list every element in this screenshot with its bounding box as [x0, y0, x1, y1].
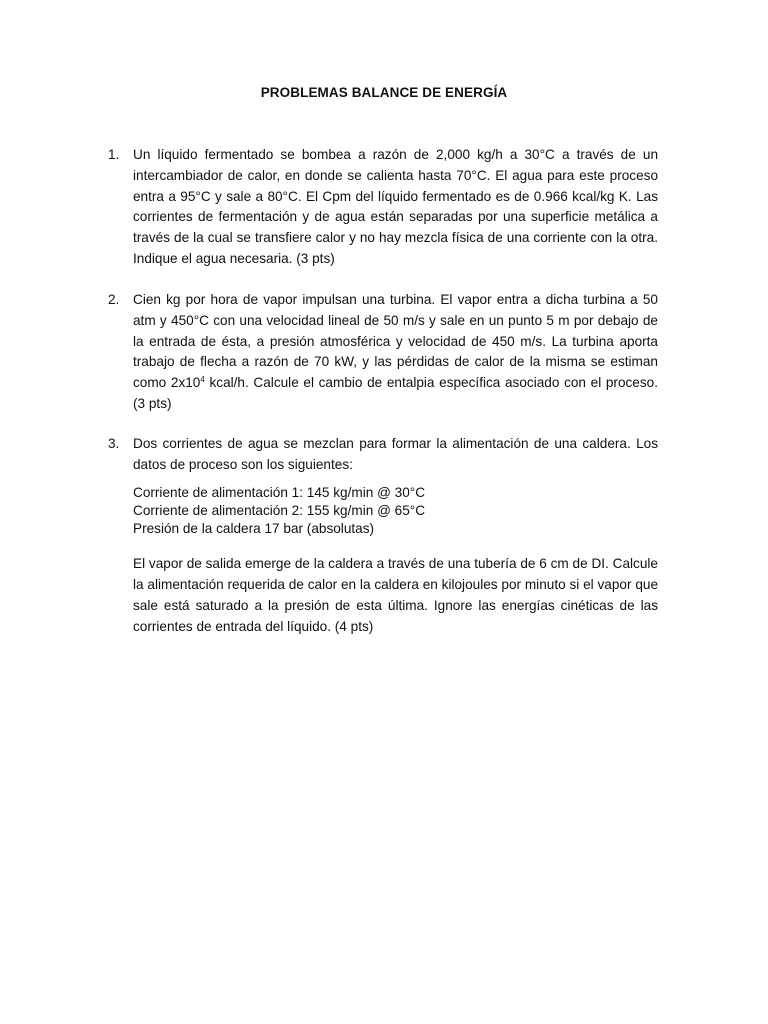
problem-number: 2.: [108, 292, 120, 307]
problem-number: 3.: [108, 436, 120, 451]
problem-text-part: Cien kg por hora de vapor impulsan una turbina. El vapor entra a dicha turbina a 50 atm y 450°C con una velocidad lineal de 50 m/s y sale en un punto 5 m por debajo de la entrada de ésta, a presión atmosférica y velocidad de 450 m/s. La turbina aporta trabajo de flecha a razón de 70 kW, y las pérdidas de calor de la misma se estiman como 2x10: [133, 292, 658, 391]
data-line: Presión de la caldera 17 bar (absolutas): [133, 521, 375, 536]
problem-2: [108, 290, 658, 415]
exponent: 4: [200, 375, 205, 385]
problem-3: [108, 434, 658, 637]
problem-number: 1.: [108, 147, 120, 162]
problem-text-part: kcal/h. Calcule el cambio de entalpia específica asociado con el proceso. (3 pts): [133, 375, 659, 411]
problem-body: [133, 434, 658, 637]
data-line: Corriente de alimentación 1: 145 kg/min @ 30°C: [133, 484, 426, 500]
problem-1: [108, 145, 658, 270]
problem-closing: El vapor de salida emerge de la caldera a través de una tubería de 6 cm de DI. Calcule la alimentación requerida de calor en la caldera en kilojoules por minuto si el vapor que sale está saturado a la presión de esta última. Ignore las energías cinéticas de las corrientes de entrada del líquido. (4 pts): [133, 556, 658, 634]
problem-text: Un líquido fermentado se bombea a razón de 2,000 kg/h a 30°C a través de un intercambiador de calor, en donde se calienta hasta 70°C. El agua para este proceso entra a 95°C y sale a 80°C. El Cpm del líquido fermentado es de 0.966 kcal/kg K. Las corrientes de fermentación y de agua están separadas por una superficie metálica a través de la cual se transfiere calor y no hay mezcla física de una corriente con la otra. Indique el agua necesaria. (3 pts): [133, 147, 658, 266]
process-data: [133, 484, 658, 539]
problem-text: [133, 290, 658, 415]
problem-intro: Dos corrientes de agua se mezclan para formar la alimentación de una caldera. Los datos de proceso son los siguientes:: [133, 436, 658, 472]
data-line: Corriente de alimentación 2: 155 kg/min @ 65°C: [133, 502, 426, 518]
document-title: PROBLEMAS BALANCE DE ENERGÍA: [260, 85, 508, 100]
